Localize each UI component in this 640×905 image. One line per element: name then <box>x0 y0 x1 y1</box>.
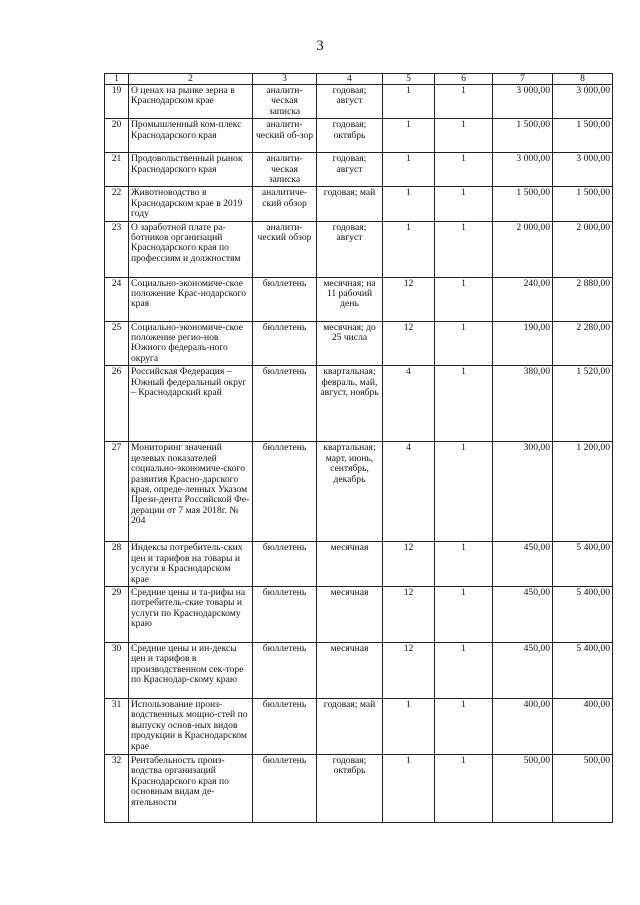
table-cell-num: 30 <box>105 642 129 698</box>
table-cell-name: Средние цены и та-рифы на потребитель-ские товары и услуги по Краснодарскому краю <box>129 586 253 642</box>
table-cell-copies: 1 <box>435 221 493 277</box>
column-header: 6 <box>435 74 493 85</box>
table-cell-type: аналитиче-ский обзор <box>253 187 317 221</box>
table-cell-copies: 1 <box>435 321 493 366</box>
table-cell-num: 22 <box>105 187 129 221</box>
table-cell-qty: 1 <box>383 119 435 153</box>
table-row <box>105 153 613 187</box>
table-cell-qty: 1 <box>383 698 435 754</box>
table-cell-num: 21 <box>105 153 129 187</box>
table-cell-qty: 4 <box>383 442 435 542</box>
table-cell-period: годовая; октябрь <box>317 119 383 153</box>
table-cell-name: О ценах на рынке зерна в Краснодарском крае <box>129 85 253 119</box>
table-cell-total: 2 880,00 <box>553 277 613 321</box>
table-cell-period: квартальная; февраль, май, август, ноябрь <box>317 366 383 442</box>
table-cell-type: бюллетень <box>253 542 317 587</box>
table-cell-period: годовая; октябрь <box>317 754 383 822</box>
table-cell-qty: 12 <box>383 586 435 642</box>
table-cell-period: годовая; август <box>317 153 383 187</box>
table-cell-total: 500,00 <box>553 754 613 822</box>
table-cell-copies: 1 <box>435 85 493 119</box>
table-cell-period: квартальная; март, июнь, сентябрь, декабрь <box>317 442 383 542</box>
table-cell-price: 380,00 <box>493 366 553 442</box>
table-cell-name: Средние цены и ин-дексы цен и тарифов в производственном сек-торе по Краснодар-скому краю <box>129 642 253 698</box>
table-cell-price: 450,00 <box>493 586 553 642</box>
table-cell-qty: 12 <box>383 542 435 587</box>
table-cell-type: бюллетень <box>253 277 317 321</box>
table-cell-name: Рентабельность произ-водства организаций Краснодарского края по основным видам де-ятельности <box>129 754 253 822</box>
table-cell-copies: 1 <box>435 754 493 822</box>
table-cell-type: бюллетень <box>253 442 317 542</box>
table-cell-period: годовая; август <box>317 85 383 119</box>
table-cell-period: месячная; до 25 числа <box>317 321 383 366</box>
table-cell-qty: 4 <box>383 366 435 442</box>
table-cell-price: 240,00 <box>493 277 553 321</box>
table-cell-qty: 1 <box>383 187 435 221</box>
table-row <box>105 642 613 698</box>
table-cell-num: 28 <box>105 542 129 587</box>
table-cell-name: Использование произ-водственных мощно-стей по выпуску основ-ных видов продукции в Краснодарском крае <box>129 698 253 754</box>
table-cell-copies: 1 <box>435 153 493 187</box>
column-header: 4 <box>317 74 383 85</box>
table-cell-total: 3 000,00 <box>553 85 613 119</box>
column-header: 1 <box>105 74 129 85</box>
table-cell-period: месячная <box>317 642 383 698</box>
table-cell-price: 190,00 <box>493 321 553 366</box>
table-cell-num: 27 <box>105 442 129 542</box>
table-row <box>105 366 613 442</box>
table-cell-num: 25 <box>105 321 129 366</box>
table-cell-period: месячная; на 11 рабочий день <box>317 277 383 321</box>
table-cell-total: 5 400,00 <box>553 586 613 642</box>
table-cell-type: аналити-ческая записка <box>253 153 317 187</box>
table-cell-num: 23 <box>105 221 129 277</box>
table-cell-period: месячная <box>317 542 383 587</box>
column-header: 5 <box>383 74 435 85</box>
table-cell-name: О заработной плате ра-ботников организаций Краснодарского края по профессиям и должностям <box>129 221 253 277</box>
table-cell-period: годовая; май <box>317 187 383 221</box>
table-cell-copies: 1 <box>435 542 493 587</box>
table-cell-period: годовая; август <box>317 221 383 277</box>
table-cell-type: бюллетень <box>253 698 317 754</box>
table-cell-price: 400,00 <box>493 698 553 754</box>
column-header: 3 <box>253 74 317 85</box>
table-cell-type: аналити-ческая записка <box>253 85 317 119</box>
table-cell-total: 5 400,00 <box>553 542 613 587</box>
table-cell-num: 19 <box>105 85 129 119</box>
table-cell-total: 1 500,00 <box>553 187 613 221</box>
column-header: 2 <box>129 74 253 85</box>
table-cell-price: 450,00 <box>493 642 553 698</box>
table-cell-total: 1 500,00 <box>553 119 613 153</box>
column-header: 7 <box>493 74 553 85</box>
table-cell-qty: 12 <box>383 321 435 366</box>
table-cell-qty: 1 <box>383 754 435 822</box>
table-cell-price: 300,00 <box>493 442 553 542</box>
table-cell-price: 500,00 <box>493 754 553 822</box>
table-cell-price: 450,00 <box>493 542 553 587</box>
table-cell-num: 32 <box>105 754 129 822</box>
table-cell-copies: 1 <box>435 119 493 153</box>
table-cell-qty: 1 <box>383 221 435 277</box>
table-row <box>105 119 613 153</box>
table-cell-type: бюллетень <box>253 586 317 642</box>
page-number: 3 <box>316 38 324 54</box>
table-cell-type: аналити-ческий обзор <box>253 221 317 277</box>
table-row <box>105 321 613 366</box>
table-cell-copies: 1 <box>435 366 493 442</box>
table-cell-type: аналити-ческий об-зор <box>253 119 317 153</box>
column-header: 8 <box>553 74 613 85</box>
table-row <box>105 277 613 321</box>
table-cell-total: 5 400,00 <box>553 642 613 698</box>
table-cell-type: бюллетень <box>253 366 317 442</box>
table-cell-qty: 1 <box>383 85 435 119</box>
table-cell-type: бюллетень <box>253 642 317 698</box>
table-cell-price: 3 000,00 <box>493 85 553 119</box>
table-cell-name: Социально-экономиче-ское положение регио-нов Южного федераль-ного округа <box>129 321 253 366</box>
table-cell-total: 1 520,00 <box>553 366 613 442</box>
table-cell-copies: 1 <box>435 698 493 754</box>
table-cell-name: Мониторинг значений целевых показателей социально-экономиче-ского развития Красно-дарского края, опреде-ленных Указом Прези-дента Российской Фе-дерации от 7 мая 2018г. № 204 <box>129 442 253 542</box>
table-cell-price: 3 000,00 <box>493 153 553 187</box>
table-cell-total: 3 000,00 <box>553 153 613 187</box>
table-cell-name: Российская Федерация – Южный федеральный округ – Краснодарский край <box>129 366 253 442</box>
table-row <box>105 85 613 119</box>
table-row <box>105 542 613 587</box>
table-cell-qty: 1 <box>383 153 435 187</box>
table-cell-name: Промышленный ком-плекс Краснодарского края <box>129 119 253 153</box>
table-cell-num: 29 <box>105 586 129 642</box>
table-cell-price: 1 500,00 <box>493 187 553 221</box>
table-row <box>105 221 613 277</box>
table-cell-qty: 12 <box>383 277 435 321</box>
table-row <box>105 586 613 642</box>
table-row <box>105 698 613 754</box>
table-cell-copies: 1 <box>435 187 493 221</box>
table-cell-num: 24 <box>105 277 129 321</box>
table-cell-qty: 12 <box>383 642 435 698</box>
table-row <box>105 754 613 822</box>
table-cell-copies: 1 <box>435 442 493 542</box>
table-cell-num: 31 <box>105 698 129 754</box>
table-cell-period: годовая; май <box>317 698 383 754</box>
data-table <box>104 73 613 823</box>
table-cell-price: 2 000,00 <box>493 221 553 277</box>
table-cell-copies: 1 <box>435 586 493 642</box>
table-row <box>105 442 613 542</box>
table-cell-total: 400,00 <box>553 698 613 754</box>
table-cell-total: 1 200,00 <box>553 442 613 542</box>
table-cell-num: 20 <box>105 119 129 153</box>
table-cell-copies: 1 <box>435 277 493 321</box>
table-cell-total: 2 000,00 <box>553 221 613 277</box>
table-cell-name: Продовольственный рынок Краснодарского края <box>129 153 253 187</box>
table-cell-name: Социально-экономиче-ское положение Крас-нодарского края <box>129 277 253 321</box>
table-cell-price: 1 500,00 <box>493 119 553 153</box>
table-cell-period: месячная <box>317 586 383 642</box>
table-cell-total: 2 280,00 <box>553 321 613 366</box>
table-header-row <box>105 74 613 85</box>
table-cell-type: бюллетень <box>253 321 317 366</box>
table-cell-name: Животноводство в Краснодарском крае в 2019 году <box>129 187 253 221</box>
table-cell-copies: 1 <box>435 642 493 698</box>
table-cell-type: бюллетень <box>253 754 317 822</box>
table-cell-num: 26 <box>105 366 129 442</box>
table-row <box>105 187 613 221</box>
table-cell-name: Индексы потребитель-ских цен и тарифов на товары и услуги в Краснодарском крае <box>129 542 253 587</box>
